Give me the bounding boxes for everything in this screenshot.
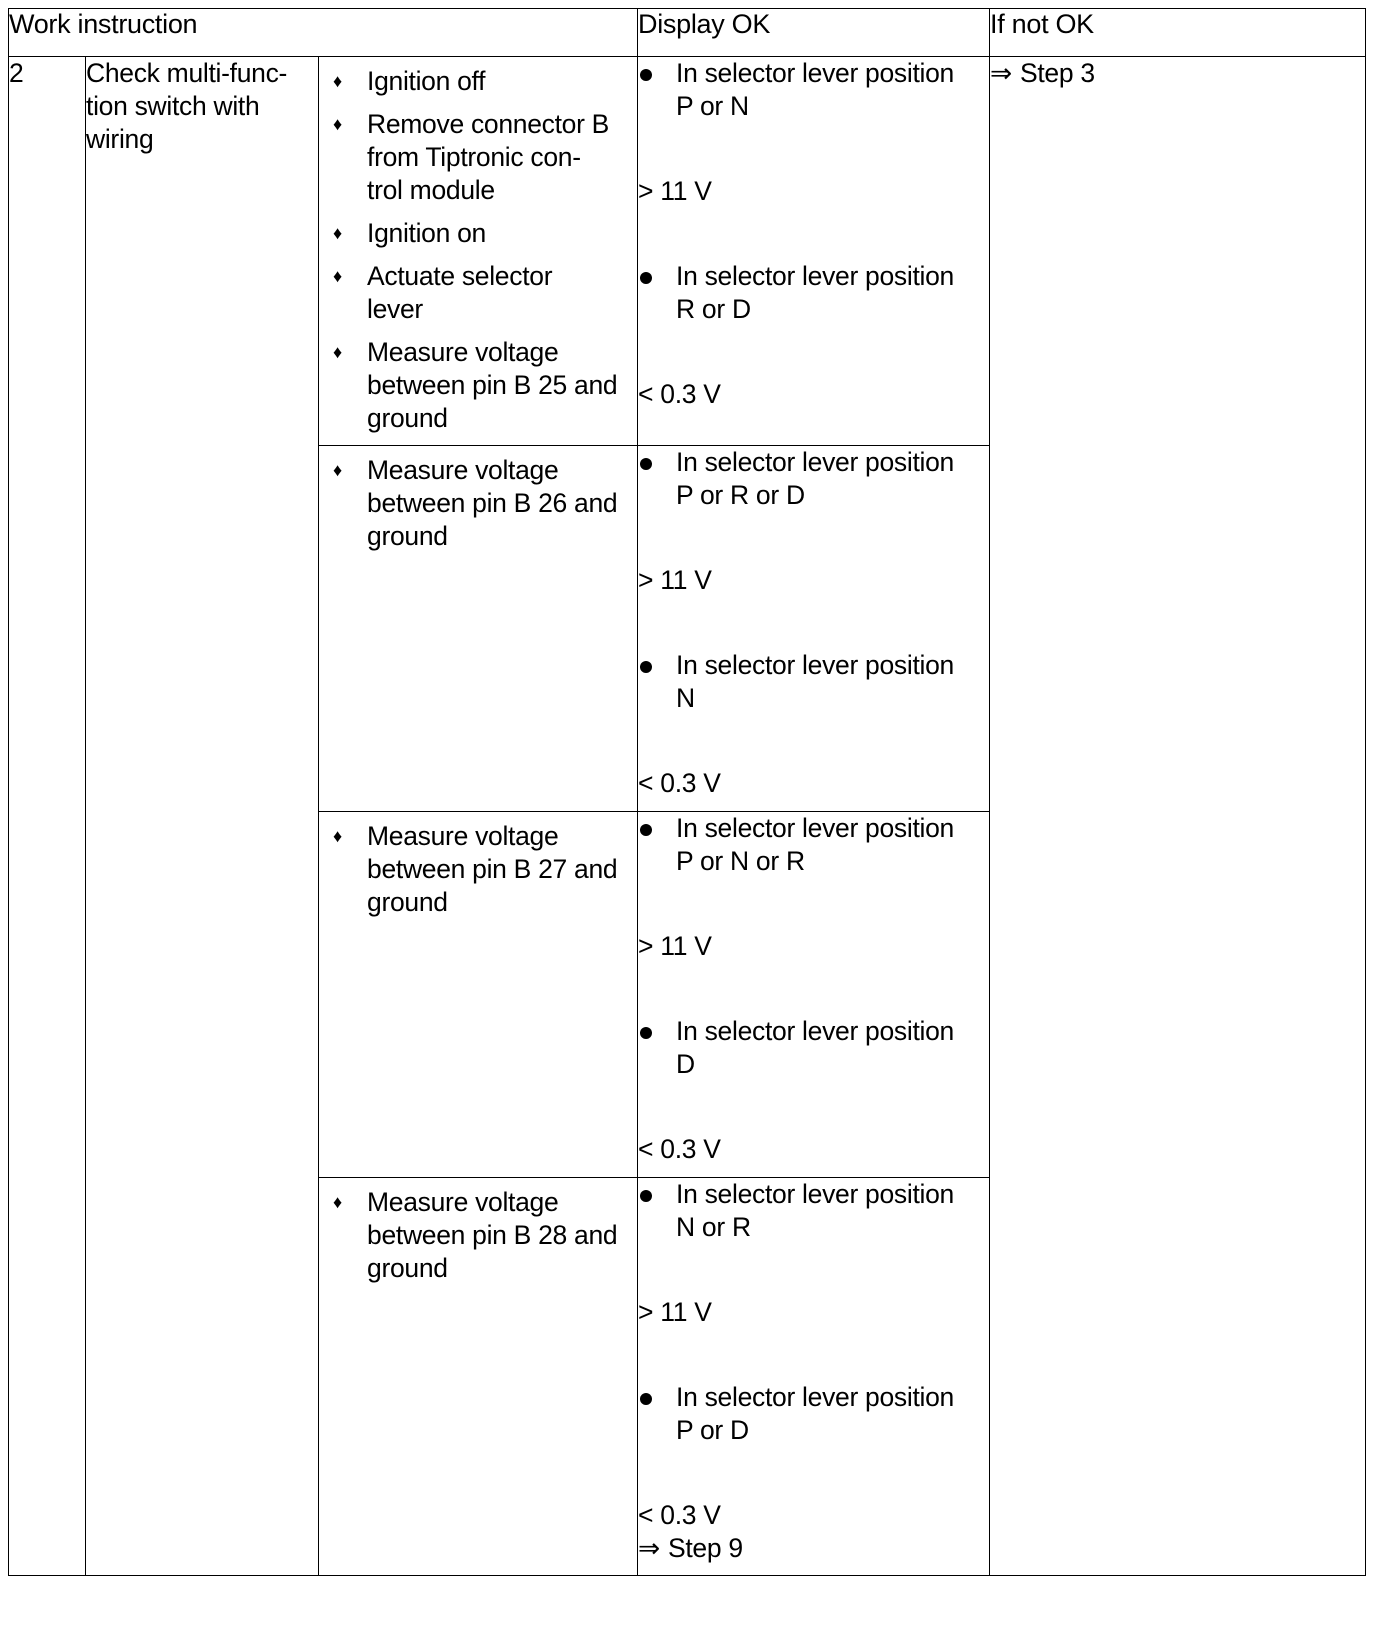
arrow-icon: ⇒ [638, 1533, 660, 1563]
step-description-line: wiring [86, 124, 154, 154]
instruction-cell [319, 812, 638, 1178]
instruction-text: ground [367, 403, 448, 433]
instruction-text: lever [367, 294, 423, 324]
display-value: < 0.3 V [638, 768, 721, 798]
condition-text: R or D [676, 294, 751, 324]
display-value: > 11 V [638, 565, 712, 595]
display-value: > 11 V [638, 176, 712, 206]
step-description-line: Check multi-func- [86, 58, 288, 88]
instruction-text: Measure voltage [367, 1187, 559, 1217]
diamond-bullet-icon: ♦ [333, 1192, 342, 1212]
table-row [9, 57, 1366, 446]
bullet-dot-icon [640, 1393, 652, 1405]
header-if-not-ok: If not OK [990, 9, 1366, 57]
instruction-text: Measure voltage [367, 821, 559, 851]
list-item [329, 108, 629, 207]
instruction-text: between pin B 28 and [367, 1220, 618, 1250]
instruction-cell [319, 1178, 638, 1576]
bullet-dot-icon [640, 458, 652, 470]
display-value: < 0.3 V [638, 379, 721, 409]
instruction-text: Measure voltage [367, 455, 559, 485]
diamond-bullet-icon: ♦ [333, 342, 342, 362]
display-condition [638, 649, 989, 715]
instruction-text: ground [367, 887, 448, 917]
condition-text: In selector lever position [676, 1016, 954, 1046]
display-condition [638, 260, 989, 326]
condition-text: In selector lever position [676, 1382, 954, 1412]
condition-text: P or N [676, 91, 749, 121]
display-ok-cell [638, 57, 990, 446]
display-ok-cell [638, 446, 990, 812]
bullet-dot-icon [640, 824, 652, 836]
condition-text: N or R [676, 1212, 751, 1242]
header-display-ok: Display OK [638, 9, 990, 57]
list-item [329, 1186, 629, 1285]
instruction-text: from Tiptronic con- [367, 142, 581, 172]
list-item [329, 65, 629, 98]
list-item [329, 820, 629, 919]
instruction-text: between pin B 27 and [367, 854, 618, 884]
diamond-bullet-icon: ♦ [333, 460, 342, 480]
condition-text: P or R or D [676, 480, 805, 510]
bullet-dot-icon [640, 69, 652, 81]
display-condition [638, 446, 989, 512]
instruction-list [319, 446, 637, 553]
bullet-dot-icon [640, 1027, 652, 1039]
display-condition [638, 1381, 989, 1447]
instruction-list [319, 57, 637, 435]
instruction-text: between pin B 25 and [367, 370, 618, 400]
display-ok-cell [638, 812, 990, 1178]
list-item [329, 336, 629, 435]
instruction-text: ground [367, 521, 448, 551]
instruction-cell [319, 57, 638, 446]
display-value: > 11 V [638, 931, 712, 961]
list-item [329, 454, 629, 553]
instruction-text: Remove connector B [367, 109, 610, 139]
bullet-dot-icon [640, 1190, 652, 1202]
header-work-instruction: Work instruction [9, 9, 638, 57]
instruction-text: trol module [367, 175, 495, 205]
condition-text: In selector lever position [676, 261, 954, 291]
instruction-text: Measure voltage [367, 337, 559, 367]
diamond-bullet-icon: ♦ [333, 266, 342, 286]
condition-text: D [676, 1049, 695, 1079]
final-step-text: Step 9 [667, 1533, 743, 1563]
condition-text: In selector lever position [676, 447, 954, 477]
step-number: 2 [9, 57, 86, 1576]
instruction-text: Actuate selector [367, 261, 553, 291]
bullet-dot-icon [640, 272, 652, 284]
display-value: < 0.3 V [638, 1134, 721, 1164]
instruction-text: between pin B 26 and [367, 488, 618, 518]
diamond-bullet-icon: ♦ [333, 114, 342, 134]
display-value: > 11 V [638, 1297, 712, 1327]
condition-text: In selector lever position [676, 58, 954, 88]
diamond-bullet-icon: ♦ [333, 223, 342, 243]
condition-text: In selector lever position [676, 813, 954, 843]
display-condition [638, 57, 989, 123]
diamond-bullet-icon: ♦ [333, 71, 342, 91]
list-item [329, 260, 629, 326]
work-instruction-table [8, 8, 1366, 1576]
step-description-line: tion switch with [86, 91, 260, 121]
if-not-ok-cell [990, 57, 1366, 1576]
instruction-list [319, 1178, 637, 1285]
instruction-text: ground [367, 1253, 448, 1283]
bullet-dot-icon [640, 661, 652, 673]
display-condition [638, 1015, 989, 1081]
condition-text: N [676, 683, 695, 713]
if-not-ok-step: Step 3 [1019, 58, 1095, 88]
condition-text: P or D [676, 1415, 749, 1445]
step-description [86, 57, 319, 1576]
condition-text: In selector lever position [676, 1179, 954, 1209]
instruction-list [319, 812, 637, 919]
display-value: < 0.3 V [638, 1500, 721, 1530]
condition-text: In selector lever position [676, 650, 954, 680]
display-condition [638, 1178, 989, 1244]
final-step [638, 1532, 989, 1565]
instruction-text: Ignition off [367, 66, 486, 96]
instruction-text: Ignition on [367, 218, 486, 248]
list-item [329, 217, 629, 250]
instruction-cell [319, 446, 638, 812]
table-header-row [9, 9, 1366, 57]
diamond-bullet-icon: ♦ [333, 826, 342, 846]
display-condition [638, 812, 989, 878]
condition-text: P or N or R [676, 846, 805, 876]
arrow-icon: ⇒ [990, 58, 1012, 88]
display-ok-cell [638, 1178, 990, 1576]
